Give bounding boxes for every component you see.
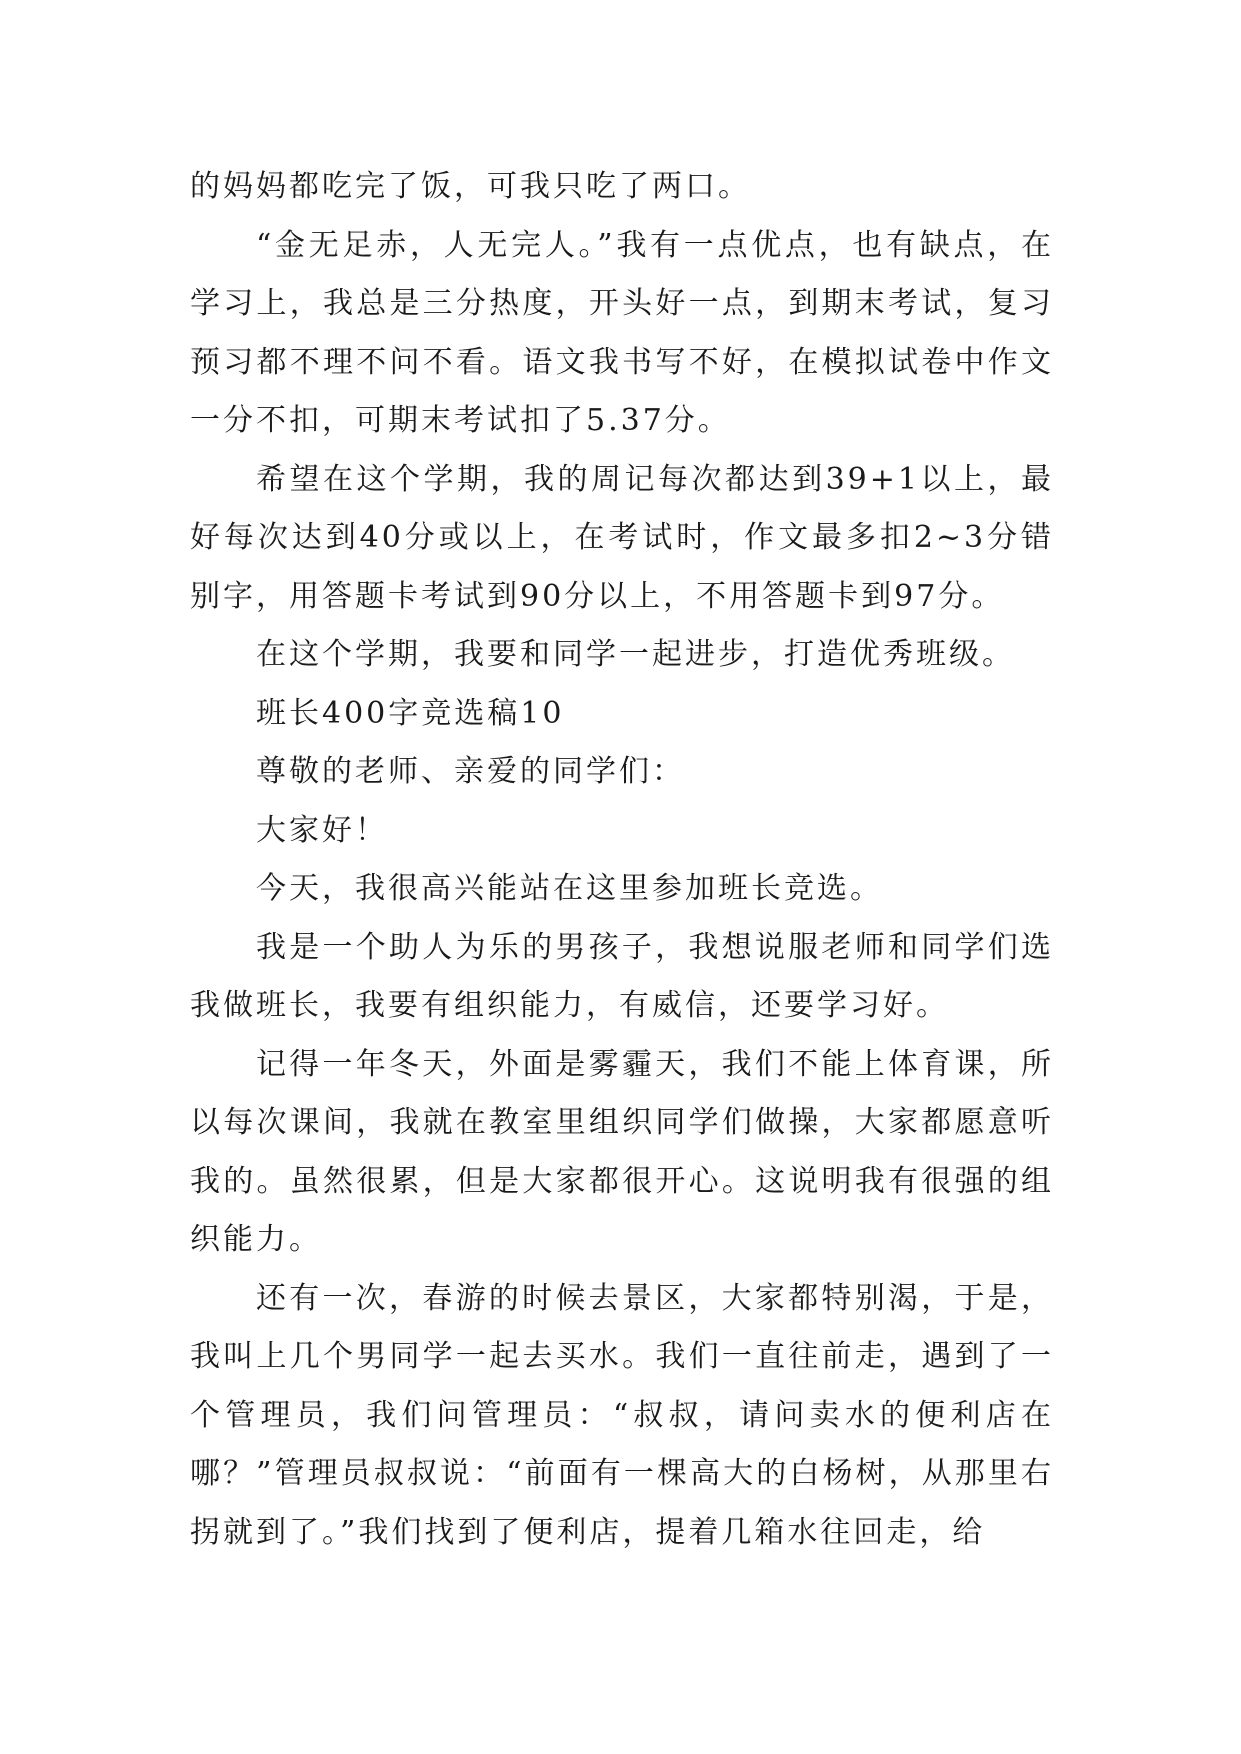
paragraph: “金无足赤，人无完人。”我有一点优点，也有缺点，在学习上，我总是三分热度，开头好一点，到期末考试，复习预习都不理不问不看。语文我书写不好，在模拟试卷中作文一分不扣，可期末考试扣了5.37分。 xyxy=(190,227,1054,438)
document-body xyxy=(190,158,1054,1562)
paragraph: 在这个学期，我要和同学一起进步，打造优秀班级。 xyxy=(256,637,1015,672)
paragraph: 我是一个助人为乐的男孩子，我想说服老师和同学们选我做班长，我要有组织能力，有威信，还要学习好。 xyxy=(190,929,1054,1023)
paragraph: 的妈妈都吃完了饭，可我只吃了两口。 xyxy=(190,169,751,204)
paragraph: 记得一年冬天，外面是雾霾天，我们不能上体育课，所以每次课间，我就在教室里组织同学们做操，大家都愿意听我的。虽然很累，但是大家都很开心。这说明我有很强的组织能力。 xyxy=(190,1046,1054,1257)
paragraph: 尊敬的老师、亲爱的同学们： xyxy=(256,754,685,789)
paragraph: 班长400字竞选稿10 xyxy=(256,695,565,731)
paragraph: 希望在这个学期，我的周记每次都达到39+1以上，最好每次达到40分或以上，在考试时，作文最多扣2~3分错别字，用答题卡考试到90分以上，不用答题卡到97分。 xyxy=(190,461,1054,614)
paragraph: 今天，我很高兴能站在这里参加班长竞选。 xyxy=(256,871,883,906)
paragraph: 大家好！ xyxy=(256,812,388,848)
paragraph: 还有一次，春游的时候去景区，大家都特别渴，于是，我叫上几个男同学一起去买水。我们一直往前走，遇到了一个管理员，我们问管理员：“叔叔，请问卖水的便利店在哪？”管理员叔叔说：“前面有一棵高大的白杨树，从那里右拐就到了。”我们找到了便利店，提着几箱水往回走，给 xyxy=(190,1280,1054,1550)
